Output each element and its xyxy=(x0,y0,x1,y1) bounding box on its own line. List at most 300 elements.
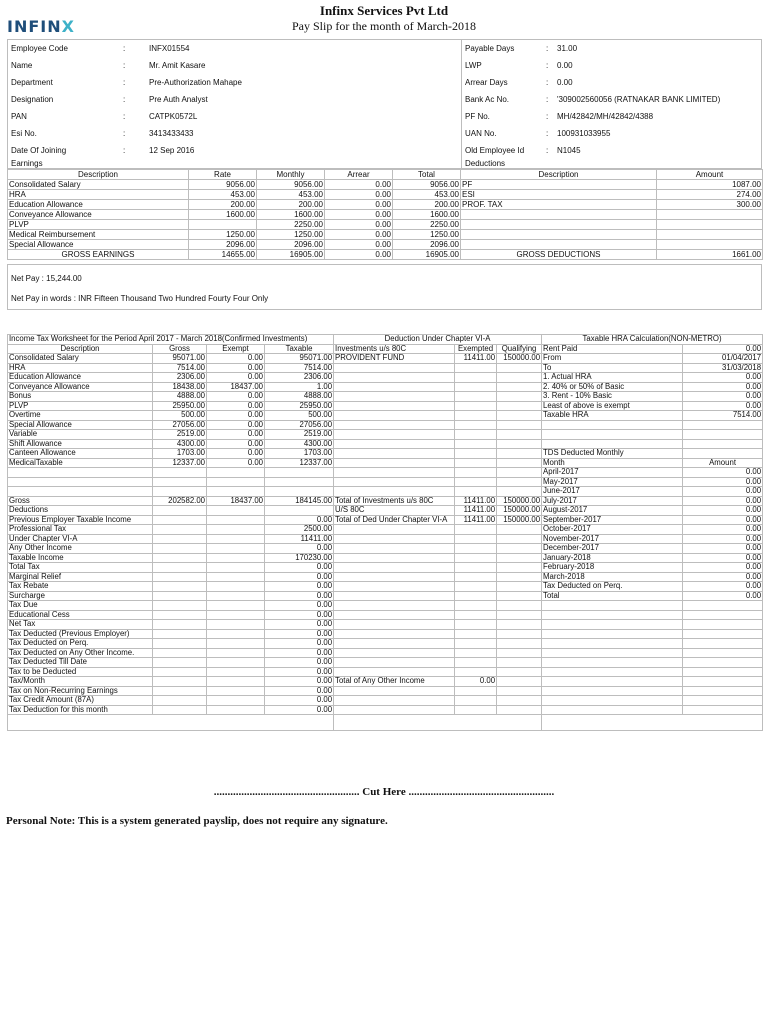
tax-row xyxy=(8,392,763,402)
tax-cell xyxy=(455,553,497,563)
tax-cell: 0.00 xyxy=(265,610,334,620)
tax-cell: 0.00 xyxy=(265,648,334,658)
tax-cell: 2500.00 xyxy=(265,525,334,535)
earnings-cell xyxy=(461,210,657,220)
detail-label: Name xyxy=(11,61,33,70)
tax-row xyxy=(8,439,763,449)
tax-row xyxy=(8,373,763,383)
tax-cell: Tax on Non-Recurring Earnings xyxy=(8,686,153,696)
tax-cell: Total of Investments u/s 80C xyxy=(334,496,455,506)
payslip-title: Pay Slip for the month of March-2018 xyxy=(292,19,476,33)
detail-separator: : xyxy=(123,61,126,70)
tax-cell xyxy=(542,677,683,687)
tax-cell xyxy=(153,601,207,611)
tax-cell xyxy=(455,639,497,649)
tax-cell xyxy=(497,648,542,658)
tax-cell: November-2017 xyxy=(542,534,683,544)
tax-cell: Tax/Month xyxy=(8,677,153,687)
detail-row xyxy=(8,125,461,142)
col-header: Description xyxy=(8,170,189,180)
net-pay-section xyxy=(7,264,762,310)
tax-cell xyxy=(207,658,265,668)
earnings-cell: 200.00 xyxy=(189,200,257,210)
tax-cell: 0.00 xyxy=(265,686,334,696)
tax-cell: 2306.00 xyxy=(153,373,207,383)
detail-separator: : xyxy=(546,129,549,138)
detail-row xyxy=(462,91,762,108)
earnings-cell xyxy=(657,220,763,230)
tax-cell xyxy=(497,401,542,411)
detail-row xyxy=(8,57,461,74)
tax-cell xyxy=(153,610,207,620)
tax-cell: 12337.00 xyxy=(153,458,207,468)
tax-cell xyxy=(334,667,455,677)
tax-cell xyxy=(497,658,542,668)
tax-cell xyxy=(455,382,497,392)
tax-cell xyxy=(455,487,497,497)
earnings-cell: PF xyxy=(461,180,657,190)
tax-cell: 0.00 xyxy=(455,677,497,687)
tax-cell: 4888.00 xyxy=(153,392,207,402)
tax-cell xyxy=(455,648,497,658)
earnings-cell: 16905.00 xyxy=(257,250,325,260)
earnings-cell: 0.00 xyxy=(325,200,393,210)
tax-cell xyxy=(153,525,207,535)
detail-separator: : xyxy=(123,78,126,87)
tax-cell: HRA xyxy=(8,363,153,373)
earnings-row xyxy=(8,240,763,250)
cut-here-line: ..................................................... Cut Here ..................................................... xyxy=(213,786,555,798)
tax-cell: U/S 80C xyxy=(334,506,455,516)
earnings-cell: 274.00 xyxy=(657,190,763,200)
tax-cell: Amount xyxy=(683,458,763,468)
earnings-cell xyxy=(461,240,657,250)
tax-cell xyxy=(8,468,153,478)
detail-label: Arrear Days xyxy=(465,78,508,87)
tax-cell: Educational Cess xyxy=(8,610,153,620)
earnings-cell xyxy=(657,210,763,220)
tax-cell xyxy=(207,696,265,706)
col-header: Total xyxy=(393,170,461,180)
tax-cell: 2519.00 xyxy=(265,430,334,440)
tax-cell xyxy=(334,648,455,658)
tax-cell: 150000.00 xyxy=(497,506,542,516)
tax-title: Income Tax Worksheet for the Period April 2017 - March 2018(Confirmed Investments) xyxy=(8,335,334,345)
income-tax-worksheet xyxy=(7,334,763,731)
tax-cell xyxy=(334,639,455,649)
tax-cell xyxy=(455,430,497,440)
tax-cell: Tax Due xyxy=(8,601,153,611)
tax-cell xyxy=(497,420,542,430)
tax-cell xyxy=(455,705,497,715)
tax-cell xyxy=(497,392,542,402)
earnings-cell: 1661.00 xyxy=(657,250,763,260)
tax-cell: Tax to be Deducted xyxy=(8,667,153,677)
tax-cell xyxy=(455,686,497,696)
company-name: Infinx Services Pvt Ltd xyxy=(319,3,449,18)
detail-label: UAN No. xyxy=(465,129,497,138)
tax-cell xyxy=(153,591,207,601)
tax-cell: Net Tax xyxy=(8,620,153,630)
col-header: Description xyxy=(461,170,657,180)
tax-cell: Total of Ded Under Chapter VI-A xyxy=(334,515,455,525)
detail-separator: : xyxy=(546,78,549,87)
tax-cell xyxy=(455,658,497,668)
tax-cell xyxy=(265,477,334,487)
tax-cell: Consolidated Salary xyxy=(8,354,153,364)
tax-row xyxy=(8,591,763,601)
earnings-row xyxy=(8,190,763,200)
tax-cell: Total of Any Other Income xyxy=(334,677,455,687)
tax-cell xyxy=(265,468,334,478)
tax-header-row xyxy=(8,344,763,354)
tax-cell xyxy=(207,648,265,658)
tax-cell: 0.00 xyxy=(207,458,265,468)
tax-cell: Conveyance Allowance xyxy=(8,382,153,392)
tax-cell xyxy=(207,572,265,582)
tax-cell: Previous Employer Taxable Income xyxy=(8,515,153,525)
earnings-cell: 0.00 xyxy=(325,230,393,240)
tax-cell: 0.00 xyxy=(265,696,334,706)
tax-cell: MedicalTaxable xyxy=(8,458,153,468)
col-header: Gross xyxy=(153,344,207,354)
earnings-cell: ESI xyxy=(461,190,657,200)
tax-row xyxy=(8,677,763,687)
tax-cell xyxy=(334,534,455,544)
tax-cell xyxy=(455,582,497,592)
tax-cell: Tax Deduction for this month xyxy=(8,705,153,715)
tax-cell xyxy=(455,411,497,421)
tax-cell xyxy=(334,382,455,392)
tax-row xyxy=(8,496,763,506)
tax-cell: 0.00 xyxy=(207,449,265,459)
tax-cell: 0.00 xyxy=(265,658,334,668)
tax-cell: 0.00 xyxy=(265,563,334,573)
tax-cell: Special Allowance xyxy=(8,420,153,430)
tax-cell: Month xyxy=(542,458,683,468)
detail-row xyxy=(462,108,762,125)
detail-row xyxy=(462,40,762,57)
tax-cell: 4300.00 xyxy=(153,439,207,449)
tax-row xyxy=(8,449,763,459)
tax-cell xyxy=(497,544,542,554)
tax-cell: 1.00 xyxy=(265,382,334,392)
tax-cell xyxy=(455,468,497,478)
tax-cell xyxy=(683,677,763,687)
tax-cell: 11411.00 xyxy=(455,515,497,525)
tax-cell: July-2017 xyxy=(542,496,683,506)
tax-cell: 0.00 xyxy=(207,363,265,373)
earnings-cell: 9056.00 xyxy=(189,180,257,190)
tax-cell xyxy=(8,487,153,497)
tax-cell xyxy=(207,534,265,544)
tax-cell xyxy=(207,553,265,563)
employee-details-right xyxy=(462,40,762,159)
tax-cell xyxy=(455,420,497,430)
tax-cell xyxy=(497,696,542,706)
earnings-cell: GROSS EARNINGS xyxy=(8,250,189,260)
earnings-cell: 1600.00 xyxy=(189,210,257,220)
tax-cell xyxy=(207,591,265,601)
detail-separator: : xyxy=(123,146,126,155)
tax-cell: 7514.00 xyxy=(265,363,334,373)
tax-cell xyxy=(683,449,763,459)
detail-separator: : xyxy=(546,61,549,70)
tax-row xyxy=(8,468,763,478)
tax-row xyxy=(8,620,763,630)
tax-cell: Canteen Allowance xyxy=(8,449,153,459)
tax-cell xyxy=(334,553,455,563)
tax-cell: 01/04/2017 xyxy=(683,354,763,364)
earnings-cell: 200.00 xyxy=(257,200,325,210)
tax-cell xyxy=(334,487,455,497)
tax-cell xyxy=(334,544,455,554)
detail-value: INFX01554 xyxy=(149,44,190,53)
detail-separator: : xyxy=(546,44,549,53)
tax-row xyxy=(8,534,763,544)
employee-details xyxy=(7,39,762,169)
tax-cell xyxy=(334,601,455,611)
tax-cell xyxy=(497,629,542,639)
tax-row xyxy=(8,544,763,554)
detail-value: 3413433433 xyxy=(149,129,194,138)
tax-cell: 18438.00 xyxy=(153,382,207,392)
earnings-cell: PROF. TAX xyxy=(461,200,657,210)
tax-row xyxy=(8,525,763,535)
earnings-cell: 453.00 xyxy=(257,190,325,200)
tax-cell: 184145.00 xyxy=(265,496,334,506)
tax-cell: Marginal Relief xyxy=(8,572,153,582)
tax-cell: Total xyxy=(542,591,683,601)
tax-cell: 1703.00 xyxy=(153,449,207,459)
tax-cell: Tax Rebate xyxy=(8,582,153,592)
tax-cell xyxy=(683,667,763,677)
earnings-cell: Special Allowance xyxy=(8,240,189,250)
tax-cell: 0.00 xyxy=(683,373,763,383)
tax-cell: 4888.00 xyxy=(265,392,334,402)
tax-cell: 11411.00 xyxy=(455,496,497,506)
tax-cell: 0.00 xyxy=(683,591,763,601)
tax-cell: 0.00 xyxy=(265,515,334,525)
tax-cell xyxy=(683,629,763,639)
tax-cell xyxy=(334,439,455,449)
tax-cell xyxy=(207,525,265,535)
tax-row xyxy=(8,411,763,421)
tax-cell: 0.00 xyxy=(265,544,334,554)
tax-row xyxy=(8,430,763,440)
tax-cell xyxy=(497,620,542,630)
earnings-cell: 2250.00 xyxy=(393,220,461,230)
earnings-cell: 1250.00 xyxy=(189,230,257,240)
detail-value: Pre-Authorization Mahape xyxy=(149,78,242,87)
tax-cell xyxy=(334,620,455,630)
col-header: Monthly xyxy=(257,170,325,180)
earnings-cell: HRA xyxy=(8,190,189,200)
tax-cell: PLVP xyxy=(8,401,153,411)
earnings-deductions-table xyxy=(7,169,763,260)
tax-cell: 0.00 xyxy=(683,515,763,525)
detail-label: Bank Ac No. xyxy=(465,95,510,104)
tax-cell xyxy=(207,667,265,677)
tax-cell: 150000.00 xyxy=(497,354,542,364)
tax-cell: 11411.00 xyxy=(265,534,334,544)
tax-cell: Tax Deducted on Perq. xyxy=(542,582,683,592)
earnings-header-row xyxy=(8,170,763,180)
tax-row xyxy=(8,705,763,715)
employee-details-left xyxy=(8,40,461,159)
tax-row xyxy=(8,667,763,677)
tax-cell xyxy=(542,667,683,677)
tax-cell xyxy=(334,696,455,706)
tax-cell xyxy=(334,477,455,487)
tax-cell: 0.00 xyxy=(683,392,763,402)
earnings-row xyxy=(8,200,763,210)
earnings-cell: 1250.00 xyxy=(393,230,461,240)
tax-cell xyxy=(153,629,207,639)
tax-row xyxy=(8,601,763,611)
tax-cell xyxy=(334,420,455,430)
tax-cell xyxy=(497,582,542,592)
tax-cell: Tax Deducted on Perq. xyxy=(8,639,153,649)
tax-cell xyxy=(334,430,455,440)
tax-cell xyxy=(497,525,542,535)
tax-cell: Taxable Income xyxy=(8,553,153,563)
detail-value: Mr. Amit Kasare xyxy=(149,61,206,70)
tax-cell xyxy=(207,563,265,573)
tax-cell: 0.00 xyxy=(265,629,334,639)
tax-cell xyxy=(153,677,207,687)
tax-cell xyxy=(334,705,455,715)
tax-cell xyxy=(455,563,497,573)
detail-row xyxy=(462,74,762,91)
col-header: Exempt xyxy=(207,344,265,354)
tax-cell: 0.00 xyxy=(265,572,334,582)
tax-cell xyxy=(455,591,497,601)
tax-cell: 0.00 xyxy=(683,582,763,592)
tax-cell xyxy=(542,601,683,611)
earnings-cell xyxy=(189,220,257,230)
earnings-cell: 0.00 xyxy=(325,190,393,200)
tax-row xyxy=(8,401,763,411)
col-header: Rent Paid xyxy=(542,344,683,354)
tax-cell: 2. 40% or 50% of Basic xyxy=(542,382,683,392)
tax-cell xyxy=(497,601,542,611)
tax-row xyxy=(8,563,763,573)
tax-cell: 150000.00 xyxy=(497,515,542,525)
earnings-cell: 0.00 xyxy=(325,180,393,190)
tax-row xyxy=(8,658,763,668)
tax-cell xyxy=(334,629,455,639)
tax-cell: Shift Allowance xyxy=(8,439,153,449)
tax-cell xyxy=(455,601,497,611)
tax-cell: Tax Deducted on Any Other Income. xyxy=(8,648,153,658)
tax-cell: 0.00 xyxy=(683,496,763,506)
tax-cell xyxy=(542,420,683,430)
tax-cell: 2519.00 xyxy=(153,430,207,440)
tax-row xyxy=(8,582,763,592)
earnings-cell: 16905.00 xyxy=(393,250,461,260)
detail-label: PAN xyxy=(11,112,27,121)
tax-cell: 0.00 xyxy=(265,582,334,592)
earnings-cell: 0.00 xyxy=(325,220,393,230)
tax-cell: 95071.00 xyxy=(153,354,207,364)
tax-cell: 11411.00 xyxy=(455,354,497,364)
earnings-cell: 2250.00 xyxy=(257,220,325,230)
tax-cell: 27056.00 xyxy=(153,420,207,430)
tax-cell xyxy=(542,430,683,440)
tax-cell xyxy=(265,506,334,516)
detail-separator: : xyxy=(123,44,126,53)
deductions-title: Deductions xyxy=(465,159,506,168)
tax-cell xyxy=(153,506,207,516)
tax-cell xyxy=(455,392,497,402)
tax-cell: January-2018 xyxy=(542,553,683,563)
tax-cell: 0.00 xyxy=(683,382,763,392)
tax-cell xyxy=(153,686,207,696)
earnings-cell xyxy=(461,230,657,240)
tax-cell: 500.00 xyxy=(265,411,334,421)
tax-cell xyxy=(497,639,542,649)
tax-cell: 0.00 xyxy=(683,477,763,487)
tax-row xyxy=(8,487,763,497)
tax-cell: 95071.00 xyxy=(265,354,334,364)
tax-cell: 0.00 xyxy=(265,591,334,601)
tax-cell: Deductions xyxy=(8,506,153,516)
detail-row xyxy=(462,142,762,159)
tax-cell xyxy=(542,705,683,715)
tax-cell: Tax Deducted Till Date xyxy=(8,658,153,668)
tax-cell: Gross xyxy=(8,496,153,506)
tax-cell xyxy=(497,477,542,487)
tax-cell xyxy=(497,553,542,563)
detail-label: PF No. xyxy=(465,112,490,121)
detail-row xyxy=(8,91,461,108)
tax-cell xyxy=(455,458,497,468)
tax-cell: 0.00 xyxy=(683,544,763,554)
tax-cell xyxy=(153,534,207,544)
detail-row xyxy=(462,57,762,74)
tax-row xyxy=(8,382,763,392)
tax-cell: 500.00 xyxy=(153,411,207,421)
detail-row xyxy=(8,108,461,125)
tax-cell xyxy=(207,515,265,525)
tax-cell: 25950.00 xyxy=(153,401,207,411)
tax-cell xyxy=(455,667,497,677)
earnings-cell: 1087.00 xyxy=(657,180,763,190)
personal-note: Personal Note: This is a system generated payslip, does not require any signature. xyxy=(6,815,388,827)
detail-separator: : xyxy=(546,146,549,155)
tax-cell xyxy=(207,629,265,639)
tax-cell xyxy=(497,449,542,459)
tax-cell: 0.00 xyxy=(207,354,265,364)
tax-cell xyxy=(542,686,683,696)
tax-cell: 0.00 xyxy=(207,420,265,430)
tax-row xyxy=(8,354,763,364)
tax-cell xyxy=(153,667,207,677)
detail-value: MH/42842/MH/42842/4388 xyxy=(557,112,654,121)
col-header: Amount xyxy=(657,170,763,180)
tax-cell xyxy=(683,705,763,715)
col-header: Qualifying xyxy=(497,344,542,354)
tax-cell: Education Allowance xyxy=(8,373,153,383)
tax-cell: 202582.00 xyxy=(153,496,207,506)
tax-cell xyxy=(497,373,542,383)
tax-cell: Surcharge xyxy=(8,591,153,601)
tax-cell: 0.00 xyxy=(207,411,265,421)
earnings-cell xyxy=(657,240,763,250)
tax-cell: 18437.00 xyxy=(207,496,265,506)
tax-cell xyxy=(497,487,542,497)
